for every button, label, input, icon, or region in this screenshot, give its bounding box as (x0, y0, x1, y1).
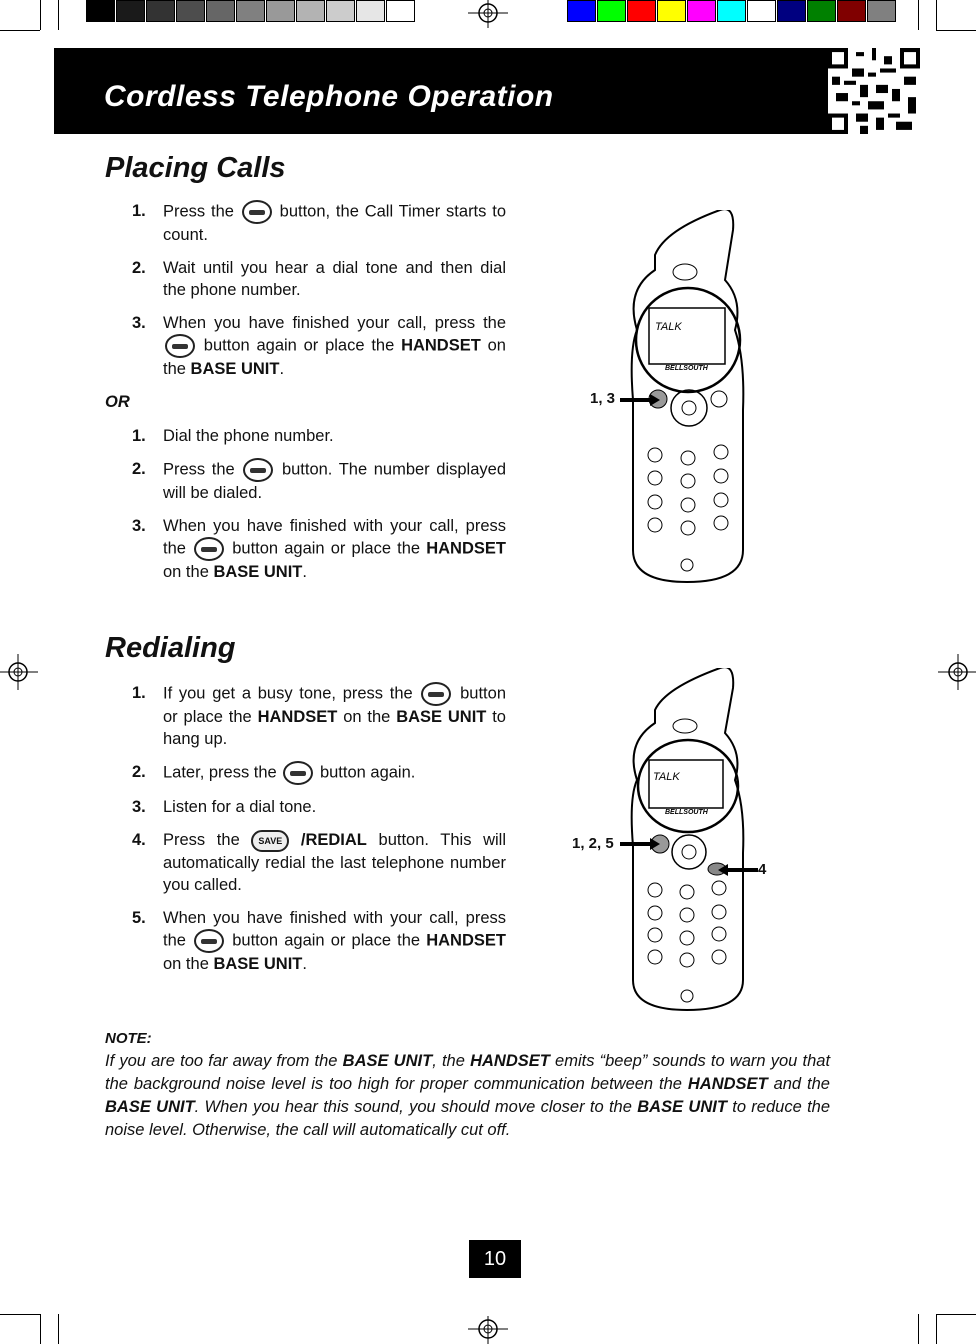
color-swatch (86, 0, 115, 22)
color-swatch (687, 0, 716, 22)
list-item: 1. Dial the phone number. (132, 427, 334, 445)
registration-target-icon (936, 652, 976, 692)
phone-display-text: TALK (653, 771, 680, 783)
color-swatch (356, 0, 385, 22)
redialing-heading: Redialing (105, 632, 236, 664)
talk-button-icon (194, 929, 224, 953)
arrow-icon (620, 392, 660, 408)
qr-code-icon (828, 48, 920, 134)
list-item: 1. If you get a busy tone, press the button or place the HANDSET on the BASE UNIT to hang up. (132, 684, 506, 748)
list-item: 2. Later, press the button again. (132, 761, 506, 785)
color-swatch (386, 0, 415, 22)
list-item: 3. Listen for a dial tone. (132, 798, 317, 816)
registration-target-icon (0, 652, 40, 692)
phone-display-text: TALK (655, 321, 682, 333)
note-label: NOTE: (105, 1030, 152, 1047)
color-swatch (717, 0, 746, 22)
color-swatch (627, 0, 656, 22)
color-swatch (266, 0, 295, 22)
list-item: 3. When you have finished your call, press the button again or place the HANDSET on the BASE UNIT. (132, 314, 506, 378)
note-text: If you are too far away from the BASE UNIT, the HANDSET emits “beep” sounds to warn you that the background noise level is too high for proper communication between the HANDSET and the BASE UNIT. When you hear this sound, you should move closer to the BASE UNIT to reduce the noise level. Otherwise, the call will automatically cut off. (105, 1052, 831, 1139)
talk-button-icon (242, 200, 272, 224)
color-swatch (296, 0, 325, 22)
list-item: 3. When you have finished with your call, press the button again or place the HANDSET on the BASE UNIT. (132, 517, 506, 581)
registration-target-icon (468, 1314, 508, 1344)
arrow-icon (620, 836, 660, 852)
color-swatch (206, 0, 235, 22)
talk-button-icon (243, 458, 273, 482)
placing-calls-steps (105, 200, 506, 594)
page-number: 10 (469, 1240, 521, 1278)
list-item: 1. Press the button, the Call Timer starts to count. (132, 202, 506, 244)
color-swatch (326, 0, 355, 22)
redialing-steps (132, 682, 506, 986)
phone-brand: BELLSOUTH (665, 365, 708, 372)
talk-button-icon (165, 334, 195, 358)
color-swatch (176, 0, 205, 22)
color-swatch (837, 0, 866, 22)
color-swatch (597, 0, 626, 22)
talk-button-icon (283, 761, 313, 785)
phone-brand: BELLSOUTH (665, 809, 708, 816)
page-title: Cordless Telephone Operation (104, 80, 554, 113)
placing-calls-heading: Placing Calls (105, 152, 286, 184)
save-button-icon: SAVE (251, 830, 289, 852)
talk-button-icon (421, 682, 451, 706)
color-swatch (236, 0, 265, 22)
list-item: 2. Wait until you hear a dial tone and then dial the phone number. (132, 259, 506, 299)
list-item: 4. Press the SAVE /REDIAL button. This will automatically redial the last telephone number you called. (132, 831, 507, 894)
registration-target-icon (468, 0, 508, 30)
or-separator: OR (105, 393, 130, 411)
color-swatch (807, 0, 836, 22)
step-callout: 4 (758, 861, 767, 878)
color-swatch (116, 0, 145, 22)
section-header (54, 48, 920, 134)
color-swatch (747, 0, 776, 22)
color-swatch (777, 0, 806, 22)
list-item: 5. When you have finished with your call, press the button again or place the HANDSET on the BASE UNIT. (132, 908, 506, 973)
talk-button-icon (194, 537, 224, 561)
arrow-icon (718, 862, 758, 878)
color-swatch (146, 0, 175, 22)
step-callout: 1, 3 (590, 390, 616, 407)
color-swatch (657, 0, 686, 22)
color-swatch (567, 0, 596, 22)
list-item: 2. Press the button. The number displayed will be dialed. (132, 460, 506, 502)
step-callout: 1, 2, 5 (572, 835, 614, 852)
color-swatch (867, 0, 896, 22)
